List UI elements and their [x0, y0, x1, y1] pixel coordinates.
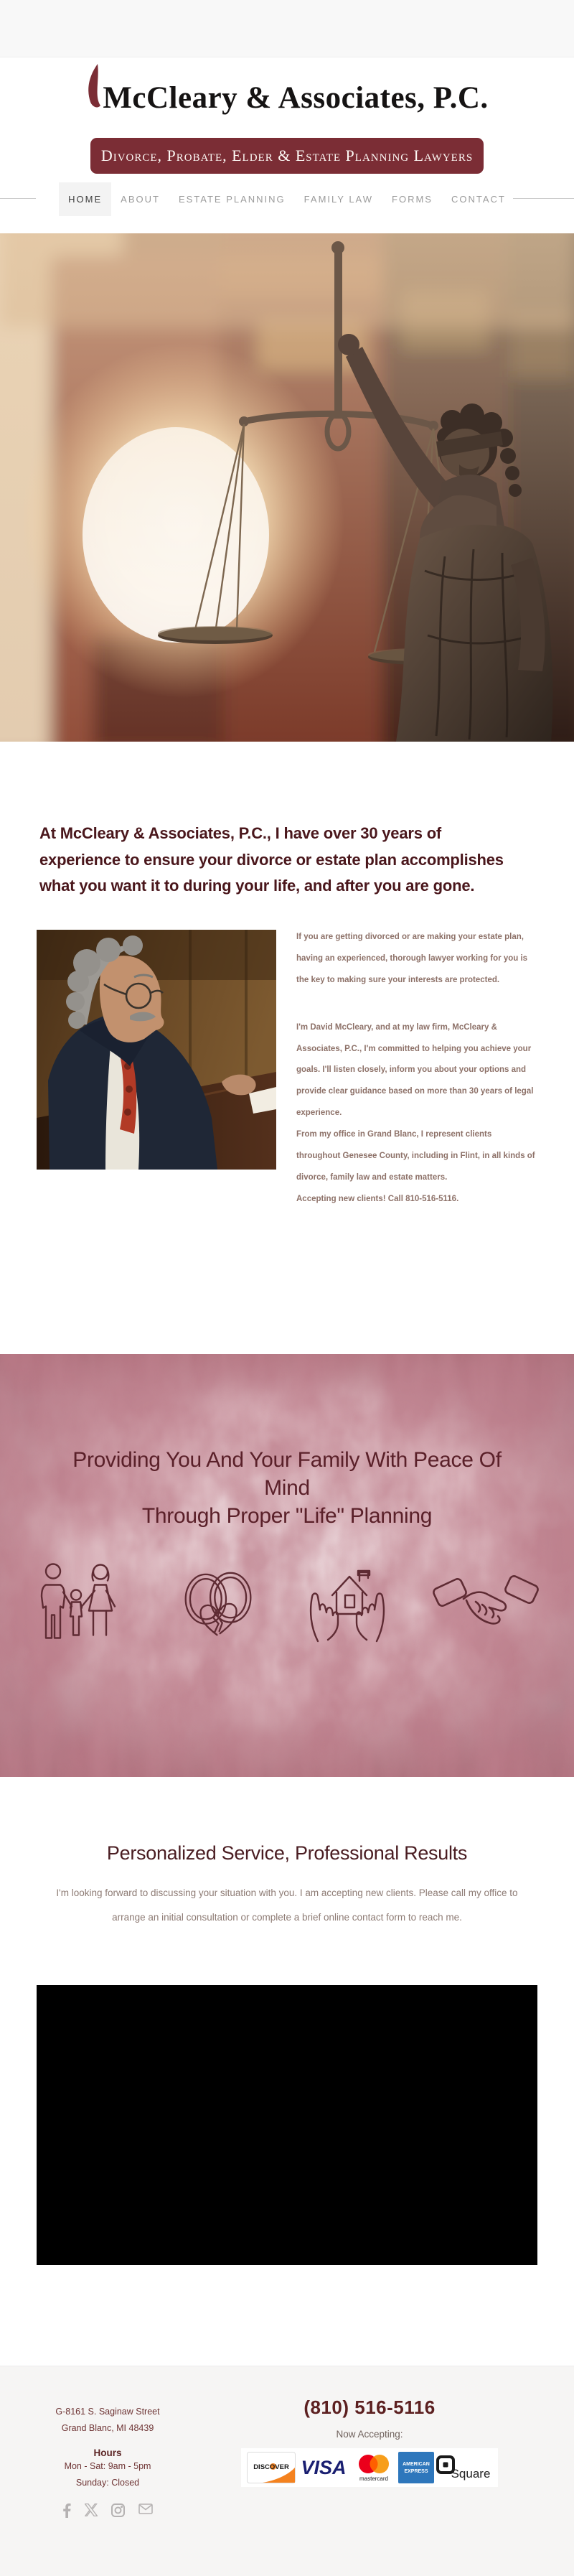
handshake-icon	[432, 1564, 540, 1643]
footer	[0, 2366, 574, 2576]
intro-paragraph-4: Accepting new clients! Call 810-516-5116.	[296, 1194, 459, 1203]
discover-logo	[247, 2452, 296, 2483]
square-logo	[436, 2452, 492, 2483]
now-accepting-label: Now Accepting:	[336, 2429, 403, 2440]
intro-text	[296, 927, 536, 1210]
top-band	[0, 0, 574, 57]
nav-item-home[interactable]: HOME	[59, 182, 111, 216]
video-player[interactable]	[37, 1985, 537, 2265]
tagline-banner	[92, 139, 482, 172]
svg-text:Square: Square	[451, 2467, 491, 2481]
banner-heading-line-1: Providing You And Your Family With Peace Of Mind	[72, 1448, 502, 1500]
nav-divider-left	[0, 198, 36, 199]
peace-of-mind-banner	[0, 1354, 574, 1777]
lady-justice-illustration	[0, 233, 574, 742]
services-heading: Personalized Service, Professional Results	[106, 1842, 468, 1864]
service-icons-row	[0, 1557, 574, 1650]
email-icon[interactable]	[138, 2503, 153, 2514]
instagram-icon[interactable]	[111, 2503, 125, 2517]
nav-item-estate-planning[interactable]: ESTATE PLANNING	[178, 193, 286, 205]
nav-item-about[interactable]: ABOUT	[121, 193, 160, 205]
svg-text:EXPRESS: EXPRESS	[404, 2469, 428, 2474]
hours-line-2: Sunday: Closed	[75, 2477, 140, 2488]
phone-number[interactable]: (810) 516-5116	[304, 2397, 436, 2418]
hands-holding-house-icon	[301, 1557, 394, 1650]
visa-logo	[298, 2452, 349, 2483]
svg-text:mastercard: mastercard	[359, 2475, 389, 2482]
intro-heading: At McCleary & Associates, P.C., I have over 30 years of experience to ensure your divorce or estate plan accomplishes what you want it to during your life, and after you are gone.	[39, 824, 504, 895]
hero-image-lady-justice	[0, 233, 574, 742]
wedding-rings-broken-heart-icon	[173, 1559, 263, 1648]
intro-paragraph-3: From my office in Grand Blanc, I represent clients throughout Genesee County, including in Flint, in all kinds of divorce, family law and estate matters.	[296, 1130, 535, 1182]
attorney-photo-illustration	[37, 930, 276, 1170]
banner-heading	[57, 1446, 517, 1530]
site-logo[interactable]	[0, 63, 574, 114]
nav-item-family-law[interactable]: FAMILY LAW	[304, 193, 374, 205]
services-paragraph: I'm looking forward to discussing your situation with you. I am accepting new clients. Please call my office to arrange an initial consultation or complete a brief online contact form to reach me.	[56, 1887, 518, 1923]
logo-text: McCleary & Associates, P.C.	[103, 81, 489, 115]
address-line-2: Grand Blanc, MI 48439	[61, 2422, 154, 2433]
nav-item-contact[interactable]: CONTACT	[451, 193, 506, 205]
footer-phone-column	[237, 2397, 502, 2487]
footer-contact-column	[22, 2404, 194, 2518]
svg-text:DISCOVER: DISCOVER	[253, 2463, 289, 2471]
intro-paragraph-2: I'm David McCleary, and at my law firm, McCleary & Associates, P.C., I'm committed to helping you achieve your goals. I'll listen closely, inform you about your options and provide clear guidance based on more than 30 years of legal experience.	[296, 1022, 534, 1118]
banner-heading-line-2: Through Proper "Life" Planning	[141, 1504, 433, 1528]
amex-logo	[398, 2452, 434, 2483]
intro-paragraph-1: If you are getting divorced or are making your estate plan, having an experienced, thorough lawyer working for you is the key to making sure your interests are protected.	[296, 933, 528, 984]
svg-text:AMERICAN: AMERICAN	[403, 2462, 430, 2467]
address-line-1: G-8161 S. Saginaw Street	[55, 2407, 160, 2417]
social-links	[22, 2503, 194, 2518]
hours-line-1: Mon - Sat: 9am - 5pm	[64, 2461, 151, 2471]
mastercard-logo	[352, 2452, 396, 2483]
family-icon	[34, 1559, 135, 1648]
main-nav	[0, 182, 574, 216]
tagline-text: Divorce, Probate, Elder & Estate Planning Lawyers	[100, 146, 474, 164]
nav-divider-right	[513, 198, 574, 199]
facebook-icon[interactable]	[63, 2503, 71, 2518]
hours-title: Hours	[93, 2447, 122, 2458]
payment-methods	[241, 2448, 498, 2487]
attorney-photo	[37, 930, 276, 1170]
svg-text:VISA: VISA	[301, 2457, 347, 2478]
x-twitter-icon[interactable]	[85, 2503, 98, 2516]
nav-item-forms[interactable]: FORMS	[392, 193, 433, 205]
